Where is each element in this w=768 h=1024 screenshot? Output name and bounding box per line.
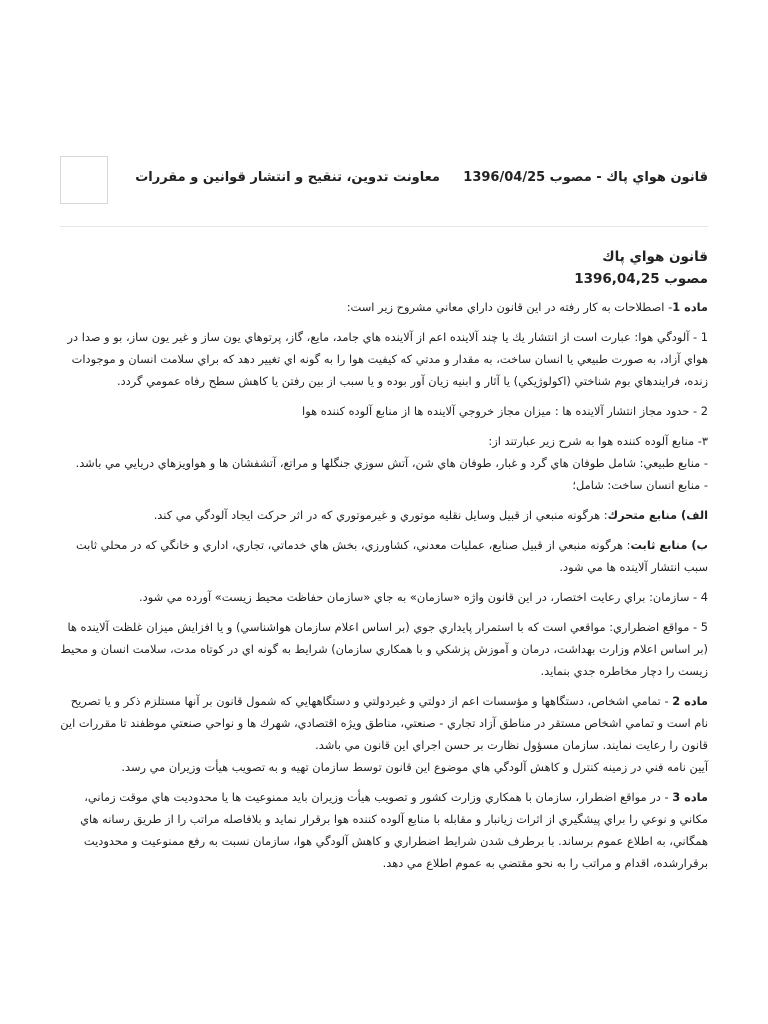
header-divider [60,226,708,227]
definition-1 [60,326,708,392]
definition-2-number: 2 [700,404,708,418]
fixed-sources [60,534,708,578]
logo-placeholder [60,156,108,204]
article-2 [60,690,708,778]
fixed-sources-text: : هرگونه منبعي از قبيل صنايع، عمليات معدني، كشاورزي، بخش هاي خدماتي، تجاري، اداري و خانگي كه در محلي ثابت سبب انتشار آلاينده ها مي شود. [76,538,708,574]
document-body [60,246,708,882]
definition-5-text: - مواقع اضطراري: مواقعي است كه با استمرار پايداري جوي (بر اساس اعلام سازمان هواشناسي) و يا افزايش ميزان غلظت آلاينده ها (بر اساس اعلام وزارت بهداشت، درمان و آموزش پزشكي و با همكاري سازمان) شرايط به گونه اي در كوتاه مدت، سلامت انسان و محيط زيست را دچار مخاطره جدي بنمايد. [60,620,708,678]
article-2-text: - تمامي اشخاص، دستگاهها و مؤسسات اعم از دولتي و غيردولتي و دستگاههايي كه شمول قانون بر آنها مستلزم ذكر و يا تصريح نام است و تمامي اشخاص مستقر در مناطق آزاد تجاري - صنعتي، مناطق ويژه اقتصادي، شهرك ها و نواحي صنعتي موظفند تا مقررات اين قانون را رعايت نمايند. سازمان مسؤول نظارت بر حسن اجراي اين قانون مي باشد. [60,694,708,752]
definition-5-number: 5 [700,620,708,634]
definition-4 [60,586,708,608]
header-organization: معاونت تدوين، تنقيح و انتشار قوانين و مقررات [135,170,440,185]
definition-1-text: - آلودگي هوا: عبارت است از انتشار يك يا چند آلاينده اعم از آلاينده هاي جامد، مايع، گاز، پرتوهاي يون ساز و غير يون ساز، بو و صدا در هواي آزاد، به صورت طبيعي يا انسان ساخت، به مقدار و مدتي كه كيفيت هوا را به گونه اي تغيير دهد كه براي سلامت انسان و موجودات زنده، فرايندهاي بوم شناختي (اكولوژيكي) يا آثار و ابنيه زيان آور بوده و يا سبب از بين رفتن يا كاهش سطح رفاه عمومي گردد. [67,330,708,388]
fixed-sources-label: ب) منابع ثابت [630,538,708,552]
definition-4-text: - سازمان: براي رعايت اختصار، در اين قانون واژه «سازمان» به جاي «سازمان حفاظت محيط زيست» آورده مي شود. [139,590,701,604]
mobile-sources [60,504,708,526]
article-1 [60,296,708,318]
manmade-sources: - منابع انسان ساخت: شامل؛ [572,478,708,492]
natural-sources: - منابع طبيعي: شامل طوفان هاي گرد و غبار، طوفان هاي شن، آتش سوزي جنگلها و مراتع، آتشفشان ها و هواويزهاي دريايي مي باشد. [75,456,708,470]
mobile-sources-label: الف) منابع متحرك [607,508,708,522]
definition-5 [60,616,708,682]
definition-3-text: ۳- منابع آلوده كننده هوا به شرح زير عبارتند از: [488,434,708,448]
definition-1-number: 1 [700,330,708,344]
document-title: قانون هواي پاك [602,249,708,265]
definition-2 [60,400,708,422]
document-header [60,156,708,208]
article-2-note: آيين نامه فني در زمينه كنترل و كاهش آلودگي هاي موضوع اين قانون توسط سازمان تهيه و به تصويب هيأت وزيران مي رسد. [121,760,708,774]
article-3-label: ماده 3 [672,790,708,804]
article-3 [60,786,708,874]
article-1-label: ماده 1 [672,300,708,314]
article-1-text: - اصطلاحات به كار رفته در اين قانون داراي معاني مشروح زير است: [346,300,673,314]
article-2-label: ماده 2 [672,694,708,708]
document-date: مصوب 1396,04,25 [574,271,708,287]
mobile-sources-text: : هرگونه منبعي از قبيل وسايل نقليه موتوري و غيرموتوري كه در اثر حركت ايجاد آلودگي مي كند. [153,508,608,522]
definition-3 [60,430,708,496]
header-law-title: قانون هواي پاك - مصوب 1396/04/25 [463,170,708,185]
definition-2-text: - حدود مجاز انتشار آلاينده ها : ميزان مجاز خروجي آلاينده ها از منابع آلوده كننده هوا [302,404,701,418]
article-3-text: - در مواقع اضطرار، سازمان با همكاري وزارت كشور و تصويب هيأت وزيران بايد ممنوعيت ها يا محدوديت هاي موقت زماني، مكاني و نوعي را براي پيشگيري از اثرات زيانبار و مقابله با منابع آلوده كننده هوا برقرار نمايد و بلافاصله مراتب را از طريق رسانه هاي همگاني، به اطلاع عموم برساند. با برطرف شدن شرايط اضطراري و كاهش آلودگي هوا، سازمان نسبت به رفع ممنوعيت و محدوديت برقرارشده، اقدام و مراتب را به نحو مقتضي به عموم اطلاع مي دهد. [80,790,708,870]
definition-4-number: 4 [700,590,708,604]
